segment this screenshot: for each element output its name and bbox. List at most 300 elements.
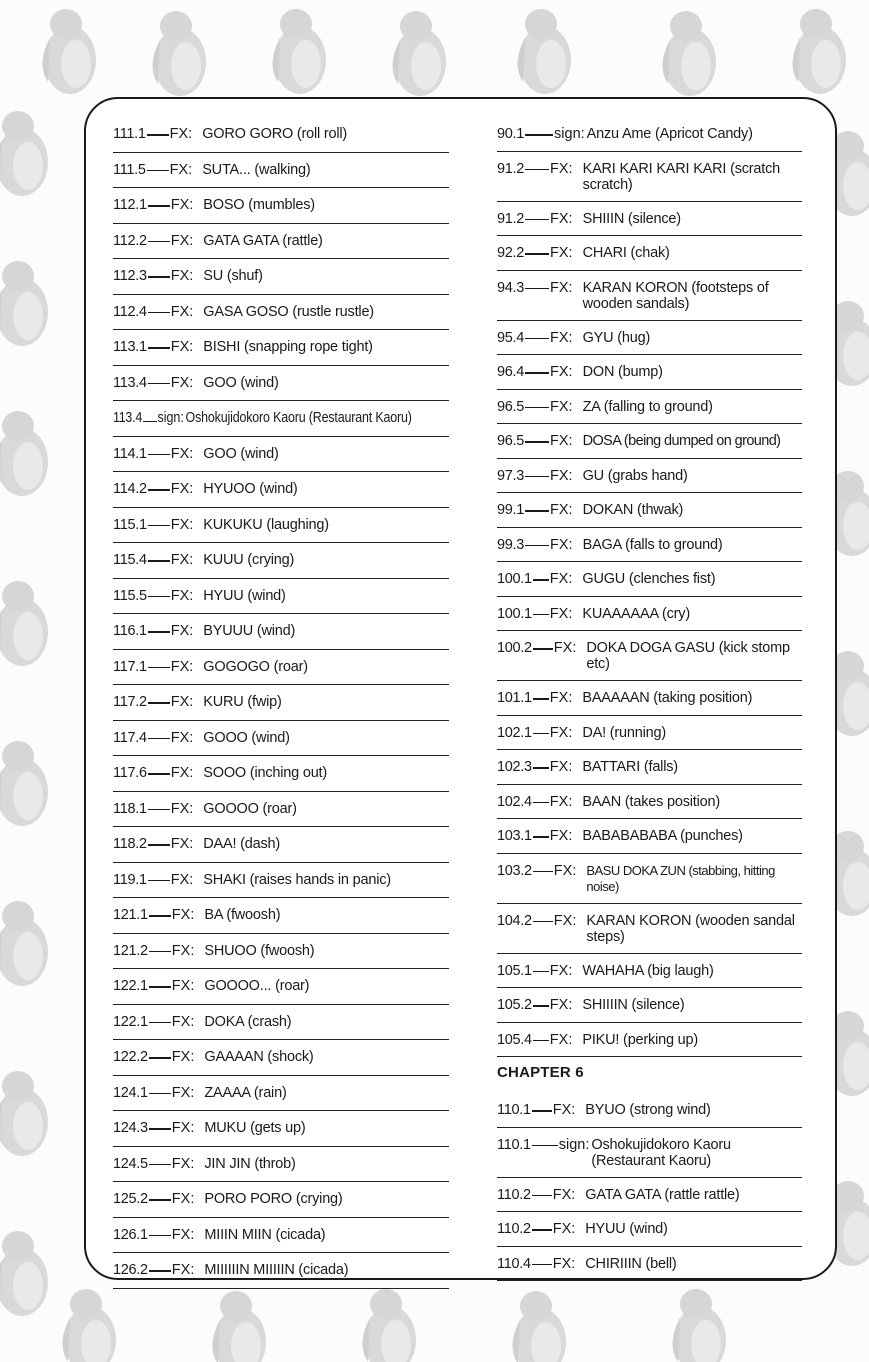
entry-kind: FX: bbox=[550, 210, 573, 227]
entry-ref: 124.1 bbox=[113, 1084, 148, 1101]
glossary-entry bbox=[113, 437, 449, 473]
entry-dash bbox=[148, 844, 170, 846]
entry-text: PIKU! (perking up) bbox=[582, 1031, 699, 1048]
entry-text: DOKAN (thwak) bbox=[582, 502, 684, 518]
entry-dash bbox=[149, 1022, 171, 1024]
entry-kind: FX: bbox=[171, 978, 195, 994]
entry-kind: FX: bbox=[550, 502, 573, 518]
entry-text: DON (bump) bbox=[582, 364, 663, 380]
glossary-entry bbox=[113, 295, 449, 331]
entry-ref: 117.1 bbox=[113, 658, 147, 675]
entry-kind: FX: bbox=[549, 962, 573, 979]
glossary-entry bbox=[497, 597, 802, 632]
entry-dash bbox=[149, 1199, 171, 1201]
entry-kind: FX: bbox=[549, 828, 573, 844]
entry-ref: 101.1 bbox=[497, 690, 532, 706]
entry-kind: FX: bbox=[550, 279, 573, 296]
entry-text: BAAAAAN (taking position) bbox=[582, 690, 753, 706]
glossary-entry bbox=[497, 904, 802, 954]
entry-text: KARI KARI KARI KARI (scratch scratch) bbox=[582, 160, 781, 193]
entry-ref: 124.3 bbox=[113, 1120, 148, 1136]
entry-kind: FX: bbox=[550, 364, 573, 380]
entry-dash bbox=[532, 1110, 552, 1112]
entry-ref: 103.2 bbox=[497, 862, 532, 879]
entry-kind: FX: bbox=[169, 126, 193, 142]
glossary-entry bbox=[497, 819, 802, 854]
entry-ref: 111.1 bbox=[113, 126, 146, 142]
entry-dash bbox=[533, 698, 549, 700]
entry-dash bbox=[532, 1195, 552, 1197]
entry-kind: FX: bbox=[171, 1084, 195, 1101]
entry-dash bbox=[149, 1270, 171, 1272]
entry-ref: 102.3 bbox=[497, 759, 532, 775]
entry-text: DOKA DOGA GASU (kick stomp etc) bbox=[586, 640, 790, 672]
entry-dash bbox=[533, 836, 549, 838]
entry-dash bbox=[148, 667, 170, 669]
entry-dash bbox=[533, 767, 549, 769]
entry-dash bbox=[148, 454, 170, 456]
entry-dash bbox=[149, 1164, 171, 1166]
glossary-entry bbox=[497, 117, 802, 152]
entry-kind: FX: bbox=[171, 1191, 195, 1207]
entry-text: GOGOGO (roar) bbox=[203, 658, 308, 675]
entry-kind: FX: bbox=[170, 197, 194, 213]
entry-text: MIIIN MIIN (cicada) bbox=[204, 1226, 326, 1243]
entry-kind: FX: bbox=[170, 339, 194, 355]
entry-kind: FX: bbox=[550, 160, 573, 177]
entry-ref: 91.2 bbox=[497, 210, 525, 227]
entry-dash bbox=[533, 1005, 549, 1007]
entry-text: WAHAHA (big laugh) bbox=[582, 962, 714, 979]
glossary-entry bbox=[113, 224, 449, 260]
entry-dash bbox=[148, 347, 170, 349]
glossary-entry bbox=[113, 1182, 449, 1218]
entry-text: SOOO (inching out) bbox=[203, 765, 328, 781]
entry-text: CHARI (chak) bbox=[582, 245, 670, 261]
entry-dash bbox=[525, 441, 549, 443]
entry-ref: 91.2 bbox=[497, 160, 525, 177]
entry-text: CHIRIIIN (bell) bbox=[585, 1255, 677, 1272]
glossary-entry bbox=[113, 543, 449, 579]
entry-text: GOO (wind) bbox=[203, 374, 279, 391]
glossary-entry bbox=[497, 1247, 802, 1282]
entry-dash bbox=[149, 1128, 171, 1130]
entry-kind: FX: bbox=[552, 1255, 576, 1272]
entry-ref: 110.2 bbox=[497, 1221, 531, 1237]
entry-text: GOOO (wind) bbox=[203, 729, 290, 746]
left-column bbox=[113, 117, 449, 1289]
entry-dash bbox=[525, 407, 549, 409]
entry-dash bbox=[147, 134, 169, 136]
entry-dash bbox=[148, 312, 170, 314]
entry-dash bbox=[148, 596, 170, 598]
glossary-entry bbox=[113, 650, 449, 686]
glossary-entry bbox=[113, 330, 449, 366]
entry-dash bbox=[533, 733, 549, 735]
entry-dash bbox=[148, 205, 170, 207]
glossary-entry bbox=[113, 721, 449, 757]
entry-text: KARAN KORON (footsteps of wooden sandals) bbox=[582, 279, 769, 312]
entry-ref: 96.4 bbox=[497, 364, 525, 380]
entry-text: BYUUU (wind) bbox=[203, 623, 296, 639]
entry-dash bbox=[143, 421, 157, 423]
entry-ref: 97.3 bbox=[497, 467, 525, 484]
entry-ref: 110.1 bbox=[497, 1102, 531, 1118]
entry-ref: 124.5 bbox=[113, 1155, 148, 1172]
glossary-entry bbox=[497, 854, 802, 904]
entry-kind: FX: bbox=[552, 1221, 576, 1237]
entry-ref: 126.2 bbox=[113, 1262, 148, 1278]
entry-kind: FX: bbox=[553, 912, 577, 929]
entry-ref: 117.2 bbox=[113, 694, 147, 710]
glossary-entry bbox=[113, 827, 449, 863]
entry-kind: FX: bbox=[549, 997, 573, 1013]
entry-dash bbox=[149, 1057, 171, 1059]
entry-dash bbox=[149, 1093, 171, 1095]
entry-text: SHAKI (raises hands in panic) bbox=[203, 871, 391, 888]
entry-kind: FX: bbox=[549, 605, 573, 622]
entry-text: BISHI (snapping rope tight) bbox=[203, 339, 373, 355]
entry-text: ZAAAA (rain) bbox=[204, 1084, 287, 1101]
glossary-entry bbox=[113, 259, 449, 295]
entry-ref: 105.2 bbox=[497, 997, 532, 1013]
entry-ref: 100.1 bbox=[497, 605, 532, 622]
entry-ref: 117.4 bbox=[113, 729, 147, 746]
entry-kind: FX: bbox=[169, 161, 193, 178]
entry-ref: 113.4 bbox=[113, 374, 147, 391]
entry-dash bbox=[525, 253, 549, 255]
glossary-entry bbox=[113, 792, 449, 828]
entry-kind: FX: bbox=[171, 1049, 195, 1065]
entry-ref: 90.1 bbox=[497, 126, 525, 142]
entry-text: BASU DOKA ZUN (stabbing, hitting noise) bbox=[586, 862, 775, 894]
entry-ref: 102.4 bbox=[497, 793, 532, 810]
entry-text: GOO (wind) bbox=[203, 445, 279, 462]
entry-dash bbox=[532, 1264, 552, 1266]
entry-dash bbox=[149, 986, 171, 988]
glossary-entry bbox=[497, 1128, 802, 1178]
glossary-entry bbox=[497, 1023, 802, 1058]
entry-text: KURU (fwip) bbox=[203, 694, 282, 710]
entry-kind: FX: bbox=[553, 640, 577, 656]
entry-text: GATA GATA (rattle rattle) bbox=[585, 1186, 740, 1203]
entry-text: BA (fwoosh) bbox=[204, 907, 281, 923]
glossary-entry bbox=[113, 1040, 449, 1076]
glossary-entry bbox=[497, 355, 802, 390]
entry-kind: FX: bbox=[170, 765, 194, 781]
entry-text: GYU (hug) bbox=[582, 329, 651, 346]
entry-text: BOSO (mumbles) bbox=[203, 197, 315, 213]
entry-ref: 94.3 bbox=[497, 279, 525, 296]
entry-dash bbox=[533, 971, 549, 973]
entry-text: GOOOO... (roar) bbox=[204, 978, 310, 994]
entry-kind: sign: bbox=[554, 126, 585, 142]
entry-dash bbox=[525, 338, 549, 340]
entry-dash bbox=[533, 871, 553, 873]
entry-dash bbox=[148, 525, 170, 527]
glossary-entry bbox=[113, 685, 449, 721]
entry-dash bbox=[525, 510, 549, 512]
entry-text: ZA (falling to ground) bbox=[582, 398, 713, 415]
entry-ref: 99.1 bbox=[497, 502, 525, 518]
entry-dash bbox=[148, 880, 170, 882]
entry-kind: FX: bbox=[171, 942, 195, 959]
entry-dash bbox=[149, 951, 171, 953]
entry-kind: FX: bbox=[170, 516, 194, 533]
glossary-entry bbox=[113, 1076, 449, 1112]
glossary-entry bbox=[497, 528, 802, 563]
glossary-entry bbox=[497, 988, 802, 1023]
right-column bbox=[497, 117, 802, 1281]
glossary-entry bbox=[497, 271, 802, 321]
entry-dash bbox=[148, 241, 170, 243]
entry-dash bbox=[525, 169, 549, 171]
glossary-entry bbox=[113, 366, 449, 402]
entry-dash bbox=[532, 1229, 552, 1231]
glossary-entry bbox=[497, 681, 802, 716]
entry-ref: 100.1 bbox=[497, 571, 532, 587]
glossary-entry bbox=[113, 472, 449, 508]
chapter-heading: CHAPTER 6 bbox=[497, 1064, 584, 1081]
entry-kind: FX: bbox=[170, 836, 194, 852]
glossary-entry bbox=[113, 756, 449, 792]
entry-ref: 118.2 bbox=[113, 836, 147, 852]
entry-ref: 103.1 bbox=[497, 828, 532, 844]
entry-ref: 112.2 bbox=[113, 232, 147, 249]
entry-ref: 96.5 bbox=[497, 398, 525, 415]
entry-kind: FX: bbox=[549, 759, 573, 775]
entry-dash bbox=[148, 631, 170, 633]
glossary-entry bbox=[113, 1218, 449, 1254]
glossary-entry bbox=[497, 785, 802, 820]
entry-kind: FX: bbox=[170, 658, 194, 675]
glossary-entry bbox=[497, 202, 802, 237]
glossary-entry bbox=[113, 934, 449, 970]
entry-kind: FX: bbox=[553, 862, 577, 879]
entry-ref: 114.1 bbox=[113, 445, 147, 462]
entry-dash bbox=[525, 476, 549, 478]
entry-text: HYUU (wind) bbox=[585, 1221, 668, 1237]
glossary-entry bbox=[113, 1005, 449, 1041]
entry-ref: 112.3 bbox=[113, 268, 147, 284]
entry-dash bbox=[148, 702, 170, 704]
entry-ref: 112.4 bbox=[113, 303, 147, 320]
entry-dash bbox=[532, 1145, 558, 1147]
entry-kind: FX: bbox=[552, 1186, 576, 1203]
entry-text: GAAAAN (shock) bbox=[204, 1049, 314, 1065]
glossary-entry bbox=[497, 631, 802, 681]
entry-ref: 96.5 bbox=[497, 433, 525, 449]
entry-kind: FX: bbox=[549, 1031, 573, 1048]
glossary-entry bbox=[113, 1253, 449, 1289]
glossary-entry bbox=[113, 117, 449, 153]
entry-ref: 115.4 bbox=[113, 552, 147, 568]
glossary-entry bbox=[113, 1147, 449, 1183]
entry-text: PORO PORO (crying) bbox=[204, 1191, 343, 1207]
entry-ref: 122.2 bbox=[113, 1049, 148, 1065]
entry-ref: 118.1 bbox=[113, 800, 147, 817]
glossary-entry bbox=[497, 954, 802, 989]
entry-ref: 116.1 bbox=[113, 623, 147, 639]
entry-text: DOKA (crash) bbox=[204, 1013, 292, 1030]
entry-ref: 121.1 bbox=[113, 907, 148, 923]
entry-dash bbox=[533, 648, 553, 650]
entry-ref: 102.1 bbox=[497, 724, 532, 741]
glossary-entry bbox=[113, 863, 449, 899]
entry-kind: FX: bbox=[552, 1102, 576, 1118]
entry-ref: 122.1 bbox=[113, 978, 148, 994]
entry-ref: 99.3 bbox=[497, 536, 525, 553]
glossary-entry bbox=[497, 1093, 802, 1128]
entry-kind: FX: bbox=[170, 268, 194, 284]
entry-ref: 110.2 bbox=[497, 1186, 531, 1203]
entry-dash bbox=[525, 134, 553, 136]
entry-kind: FX: bbox=[549, 690, 573, 706]
entry-kind: FX: bbox=[170, 871, 194, 888]
glossary-entry bbox=[497, 152, 802, 202]
entry-ref: 122.1 bbox=[113, 1013, 148, 1030]
entry-kind: FX: bbox=[170, 445, 194, 462]
entry-dash bbox=[149, 1235, 171, 1237]
entry-text: BYUO (strong wind) bbox=[585, 1102, 711, 1118]
entry-ref: 113.4 bbox=[113, 410, 142, 426]
entry-ref: 111.5 bbox=[113, 161, 146, 178]
entry-kind: FX: bbox=[550, 245, 573, 261]
entry-kind: sign: bbox=[558, 1136, 590, 1153]
entry-dash bbox=[149, 915, 171, 917]
entry-dash bbox=[147, 170, 169, 172]
entry-kind: FX: bbox=[171, 1013, 195, 1030]
glossary-entry bbox=[113, 898, 449, 934]
entry-kind: FX: bbox=[171, 1155, 195, 1172]
entry-text: Oshokujidokoro Kaoru (Restaurant Kaoru) bbox=[185, 410, 412, 426]
entry-ref: 121.2 bbox=[113, 942, 148, 959]
entry-text: Anzu Ame (Apricot Candy) bbox=[586, 126, 753, 142]
entry-ref: 104.2 bbox=[497, 912, 532, 929]
entry-kind: FX: bbox=[170, 481, 194, 497]
entry-kind: FX: bbox=[549, 793, 573, 810]
glossary-entry bbox=[113, 508, 449, 544]
entry-text: GASA GOSO (rustle rustle) bbox=[203, 303, 374, 320]
entry-ref: 110.1 bbox=[497, 1136, 531, 1153]
glossary-entry bbox=[497, 716, 802, 751]
entry-text: Oshokujidokoro Kaoru (Restaurant Kaoru) bbox=[591, 1136, 731, 1169]
entry-text: SUTA... (walking) bbox=[202, 161, 311, 178]
entry-ref: 115.1 bbox=[113, 516, 147, 533]
glossary-entry bbox=[497, 493, 802, 528]
entry-ref: 117.6 bbox=[113, 765, 147, 781]
glossary-entry bbox=[113, 579, 449, 615]
entry-ref: 100.2 bbox=[497, 640, 532, 656]
entry-kind: FX: bbox=[550, 536, 573, 553]
entry-text: BAAN (takes position) bbox=[582, 793, 720, 810]
entry-ref: 110.4 bbox=[497, 1255, 531, 1272]
entry-dash bbox=[525, 545, 549, 547]
entry-kind: FX: bbox=[550, 433, 573, 449]
entry-text: KARAN KORON (wooden sandal steps) bbox=[586, 912, 795, 945]
entry-text: HYUOO (wind) bbox=[203, 481, 298, 497]
entry-text: MIIIIIIN MIIIIIN (cicada) bbox=[204, 1262, 349, 1278]
entry-text: MUKU (gets up) bbox=[204, 1120, 306, 1136]
glossary-entry bbox=[497, 236, 802, 271]
entry-dash bbox=[148, 773, 170, 775]
entry-dash bbox=[148, 489, 170, 491]
entry-text: HYUU (wind) bbox=[203, 587, 286, 604]
glossary-entry bbox=[497, 424, 802, 459]
entry-ref: 105.4 bbox=[497, 1031, 532, 1048]
entry-ref: 114.2 bbox=[113, 481, 147, 497]
entry-kind: FX: bbox=[170, 374, 194, 391]
entry-dash bbox=[533, 579, 549, 581]
entry-kind: FX: bbox=[170, 800, 194, 817]
entry-text: GOOOO (roar) bbox=[203, 800, 297, 817]
entry-kind: FX: bbox=[171, 1226, 195, 1243]
entry-ref: 95.4 bbox=[497, 329, 525, 346]
entry-text: DOSA (being dumped on ground) bbox=[582, 433, 781, 449]
entry-kind: FX: bbox=[170, 623, 194, 639]
entry-kind: FX: bbox=[549, 571, 573, 587]
glossary-entry bbox=[113, 969, 449, 1005]
entry-kind: FX: bbox=[550, 329, 573, 346]
entry-dash bbox=[525, 372, 549, 374]
entry-text: GORO GORO (roll roll) bbox=[202, 126, 348, 142]
entry-ref: 119.1 bbox=[113, 871, 147, 888]
entry-text: KUAAAAAA (cry) bbox=[582, 605, 690, 622]
entry-ref: 105.1 bbox=[497, 962, 532, 979]
glossary-entry bbox=[113, 188, 449, 224]
entry-text: KUKUKU (laughing) bbox=[203, 516, 329, 533]
entry-kind: FX: bbox=[549, 724, 573, 741]
entry-ref: 115.5 bbox=[113, 587, 147, 604]
glossary-entry bbox=[113, 1111, 449, 1147]
glossary-entry bbox=[497, 562, 802, 597]
entry-kind: sign: bbox=[157, 410, 184, 426]
entry-kind: FX: bbox=[170, 232, 194, 249]
entry-kind: FX: bbox=[170, 552, 194, 568]
entry-kind: FX: bbox=[171, 1120, 195, 1136]
entry-ref: 113.1 bbox=[113, 339, 147, 355]
entry-line bbox=[113, 410, 412, 426]
entry-dash bbox=[148, 738, 170, 740]
entry-kind: FX: bbox=[171, 1262, 195, 1278]
entry-text: DA! (running) bbox=[582, 724, 666, 741]
entry-text: GU (grabs hand) bbox=[582, 467, 688, 484]
entry-dash bbox=[148, 809, 170, 811]
entry-text: JIN JIN (throb) bbox=[204, 1155, 296, 1172]
entry-ref: 125.2 bbox=[113, 1191, 148, 1207]
entry-text: SU (shuf) bbox=[203, 268, 263, 284]
entry-ref: 126.1 bbox=[113, 1226, 148, 1243]
entry-text: BABABABABA (punches) bbox=[582, 828, 743, 844]
glossary-entry bbox=[497, 1178, 802, 1213]
entry-kind: FX: bbox=[550, 398, 573, 415]
entry-dash bbox=[148, 560, 170, 562]
glossary-entry bbox=[497, 459, 802, 494]
entry-text: KUUU (crying) bbox=[203, 552, 295, 568]
glossary-entry bbox=[497, 1212, 802, 1247]
glossary-entry bbox=[497, 321, 802, 356]
entry-text: SHIIIIN (silence) bbox=[582, 997, 685, 1013]
entry-kind: FX: bbox=[170, 587, 194, 604]
entry-text: SHIIIN (silence) bbox=[582, 210, 681, 227]
entry-kind: FX: bbox=[171, 907, 195, 923]
entry-kind: FX: bbox=[550, 467, 573, 484]
entry-text: GUGU (clenches fist) bbox=[582, 571, 716, 587]
entry-dash bbox=[525, 288, 549, 290]
entry-text: SHUOO (fwoosh) bbox=[204, 942, 315, 959]
entry-dash bbox=[533, 1040, 549, 1042]
glossary-entry bbox=[113, 401, 449, 437]
